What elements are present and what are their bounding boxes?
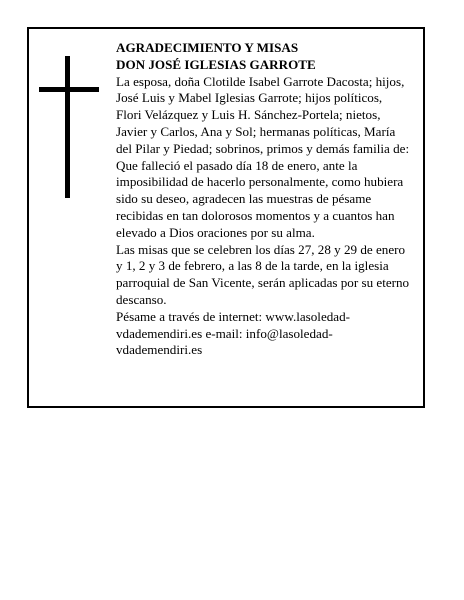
body-line-4: Javier y Carlos, Ana y Sol; hermanas políticas, María (116, 123, 396, 139)
notice-text (116, 40, 428, 359)
body-line-11: Las misas que se celebren los días 27, 28 y 29 de enero (116, 241, 406, 257)
body-line-3: Flori Velázquez y Luis H. Sánchez-Portela; nietos, (116, 107, 381, 123)
notice-title-line-2: DON JOSÉ IGLESIAS GARROTE (116, 56, 316, 72)
body-line-12: y 1, 2 y 3 de febrero, a las 8 de la tarde, en la iglesia (116, 258, 389, 274)
body-line-9: recibidas en tan dolorosos momentos y a cuantos han (116, 207, 395, 223)
body-line-2: José Luis y Mabel Iglesias Garrote; hijos políticos, (116, 90, 383, 106)
body-line-5: del Pilar y Piedad; sobrinos, primos y demás familia de: (116, 140, 410, 156)
body-line-15: Pésame a través de internet: www.lasoledad- (116, 308, 351, 324)
cross-horizontal-bar (39, 87, 99, 92)
body-line-7: imposibilidad de hacerlo personalmente, como hubiera (116, 174, 404, 190)
cross-vertical-bar (65, 56, 70, 198)
obituary-notice (27, 27, 425, 408)
cross-icon (39, 56, 99, 198)
body-line-1: La esposa, doña Clotilde Isabel Garrote Dacosta; hijos, (116, 73, 405, 89)
body-line-13: parroquial de San Vicente, serán aplicadas por su eterno (116, 275, 410, 291)
body-line-6: Que falleció el pasado día 18 de enero, ante la (116, 157, 358, 173)
body-line-16: vdademendiri.es e-mail: info@lasoledad- (116, 325, 333, 341)
body-line-10: elevado a Dios oraciones por su alma. (116, 224, 315, 240)
notice-title-line-1: AGRADECIMIENTO Y MISAS (116, 40, 299, 55)
body-line-14: descanso. (116, 291, 167, 307)
body-line-17: vdademendiri.es (116, 342, 203, 358)
body-line-8: sido su deseo, agradecen las muestras de pésame (116, 191, 372, 207)
